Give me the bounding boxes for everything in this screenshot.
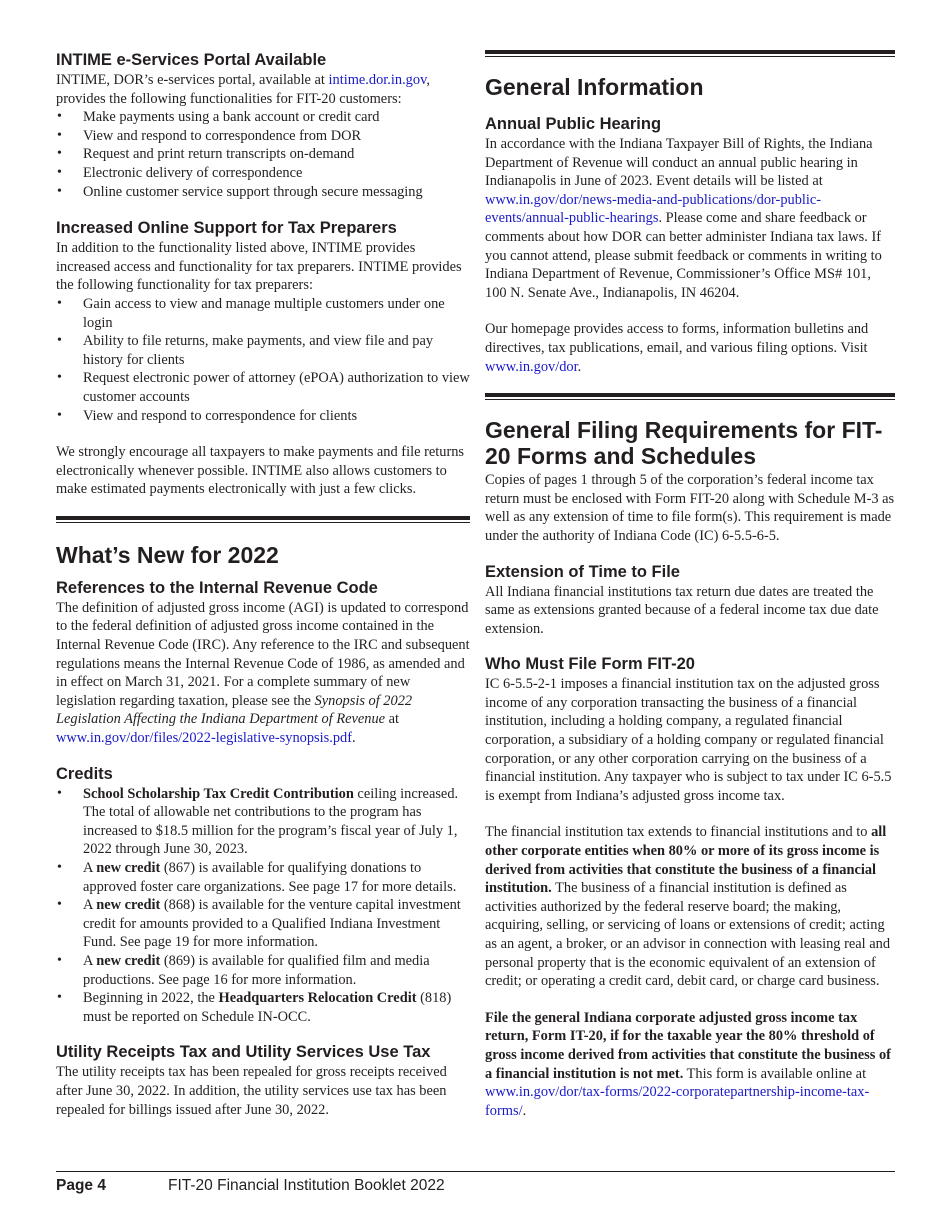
intime-section (56, 50, 470, 201)
list-item: • Request and print return transcripts on-demand (57, 146, 355, 163)
whats-new-section (56, 542, 470, 1119)
bullet-icon: • (57, 109, 62, 125)
bullet-icon: • (57, 333, 62, 349)
dor-homepage-link[interactable]: www.in.gov/dor (485, 358, 578, 375)
preparers-heading: Increased Online Support for Tax Preparers (56, 219, 397, 238)
bullet-icon: • (57, 295, 62, 311)
preparers-bullet-list (56, 295, 470, 425)
booklet-title: FIT-20 Financial Institution Booklet 2022 (168, 1177, 445, 1194)
legislative-synopsis-link[interactable]: www.in.gov/dor/files/2022-legislative-synopsis.pdf (56, 730, 353, 747)
bullet-icon: • (57, 407, 62, 423)
tax-extends-paragraph: The financial institution tax extends to financial institutions and to all other corporate entities when 80% or more of its gross income is derived from activities that constitute the business of a financial institution. The business of a financial institution is defined as activities authorized by the federal reserve board; the making, acquiring, selling, or servicing of loans or extensions of credit; acting as an agent, a broker, or an advisor in connection with leasing real and personal property that is the economic equivalent of an extension of credit; or operating a credit card, debit card, or charge card business. (485, 824, 891, 990)
irc-paragraph: The definition of adjusted gross income (AGI) is updated to correspond to the federal definition of adjusted gross income contained in the Internal Revenue Code (IRC). Any reference to the IRC and subsequent regulations means the Internal Revenue Code of 1986, as amended and in effect on March 31, 2021. For a complete summary of new legislation regarding taxation, please see the Synopsis of 2022 Legislation Affecting the Indiana Department of Revenue at www.in.gov/dor/files/2022-legislative-synopsis.pdf. (56, 599, 470, 747)
bullet-icon: • (57, 127, 62, 143)
bullet-icon: • (57, 990, 62, 1006)
list-item: • View and respond to correspondence for clients (57, 407, 358, 424)
public-hearings-link[interactable]: www.in.gov/dor/news-media-and-publications/dor-public-events/annual-public-hearings (485, 191, 822, 227)
intime-link[interactable]: intime.dor.in.gov (328, 72, 427, 88)
whats-new-heading: What’s New for 2022 (56, 541, 279, 568)
hearing-paragraph: In accordance with the Indiana Taxpayer Bill of Rights, the Indiana Department of Revenue will conduct an annual public hearing in Indianapolis in June of 2023. Event details will be listed at www.in.gov/dor/news-media-and-publications/dor-public-events/annual-public-hearings. Please come and share feedback or comments about how DOR can better administer Indiana tax laws. If you cannot attend, please submit feedback or comments in writing to Indiana Department of Revenue, Commissioner’s Office MS# 101, 100 N. Senate Ave., Indianapolis, IN 46204. (485, 136, 882, 301)
list-item: • Ability to file returns, make payments, and view file and pay history for clients (57, 333, 434, 368)
bullet-icon: • (57, 952, 62, 968)
hearing-heading: Annual Public Hearing (485, 115, 662, 133)
intime-intro: INTIME, DOR’s e-services portal, available at intime.dor.in.gov, provides the following functionalities for FIT-20 customers: (56, 72, 430, 107)
bullet-icon: • (57, 146, 62, 162)
bullet-icon: • (57, 897, 62, 913)
irc-heading: References to the Internal Revenue Code (56, 578, 378, 597)
credits-bullet-list (56, 785, 470, 1027)
preparers-intro: In addition to the functionality listed above, INTIME provides increased access and functionality for tax preparers. INTIME provides the following functionality for tax preparers: (56, 240, 462, 294)
bullet-icon: • (57, 183, 62, 199)
right-column (485, 50, 895, 1120)
utility-heading: Utility Receipts Tax and Utility Services Use Tax (56, 1043, 431, 1062)
credits-heading: Credits (56, 764, 113, 783)
list-item: • Beginning in 2022, the Headquarters Relocation Credit (818) must be reported on Schedule IN-OCC. (57, 990, 452, 1025)
intime-bullet-list (56, 108, 470, 201)
bullet-icon: • (57, 785, 62, 801)
section-divider (56, 516, 470, 523)
list-item: • A new credit (869) is available for qualified film and media productions. See page 16 for more information. (57, 952, 430, 988)
list-item: • Electronic delivery of correspondence (57, 164, 303, 181)
list-item: • A new credit (867) is available for qualifying donations to approved foster care organizations. See page 17 for more details. (57, 860, 457, 895)
general-info-section (485, 74, 895, 376)
who-must-file-heading: Who Must File Form FIT-20 (485, 655, 695, 674)
copies-paragraph: Copies of pages 1 through 5 of the corporation’s federal income tax return must be enclosed with Form FIT-20 along with Schedule M-3 as well as any extension of time to file form(s). This requirement is made under the authority of Indiana Code (IC) 6-5.5-6-5. (485, 472, 895, 544)
general-info-heading: General Information (485, 74, 704, 100)
filing-requirements-heading: General Filing Requirements for FIT-20 Forms and Schedules (485, 417, 883, 470)
left-column (56, 50, 470, 1119)
encourage-paragraph: We strongly encourage all taxpayers to make payments and file returns electronically whenever possible. INTIME also allows customers to make estimated payments electronically with just a few clicks. (56, 444, 465, 498)
list-item: • Request electronic power of attorney (ePOA) authorization to view customer accounts (57, 370, 470, 405)
utility-paragraph: The utility receipts tax has been repealed for gross receipts received after June 30, 2022. In addition, the utility services use tax has been repealed for billings issued after June 30, 2022. (56, 1064, 447, 1118)
homepage-paragraph: Our homepage provides access to forms, information bulletins and directives, tax publications, email, and various filing options. Visit www.in.gov/dor. (485, 321, 869, 375)
page-footer (56, 1176, 445, 1196)
bullet-icon: • (57, 860, 62, 875)
who-must-file-paragraph: IC 6-5.5-2-1 imposes a financial institution tax on the adjusted gross income of any corporation transacting the business of a financial institution, including a holding company, a regulated financial corporation, a subsidiary of a holding company or regulated financial corporation, or any other corporation carrying on the business of a financial institution. Any taxpayer who is subject to tax under IC 6-5.5 is exempt from Indiana’s adjusted gross income tax. (485, 676, 892, 804)
file-it20-paragraph: File the general Indiana corporate adjusted gross income tax return, Form IT-20, if for the taxable year the 80% threshold of gross income derived from activities that constitute the business of a financial institution is not met. This form is available online at www.in.gov/dor/tax-forms/2022-corporatepartnership-income-tax-forms/. (485, 1009, 891, 1119)
page-number: Page 4 (56, 1177, 106, 1194)
list-item: • View and respond to correspondence from DOR (57, 127, 362, 144)
extension-heading: Extension of Time to File (485, 562, 680, 581)
list-item: • A new credit (868) is available for the venture capital investment credit for amounts provided to a Qualified Indiana Investment Fund. See page 19 for more information. (57, 897, 461, 951)
extension-paragraph: All Indiana financial institutions tax return due dates are treated the same as extensions granted because of a federal income tax due date extension. (485, 583, 879, 637)
footer-rule (56, 1171, 895, 1172)
list-item: • Online customer service support through secure messaging (57, 183, 423, 200)
list-item: • Gain access to view and manage multiple customers under one login (57, 295, 445, 331)
list-item: • School Scholarship Tax Credit Contribution ceiling increased. The total of allowable net contributions to the program has increased to $18.5 million for the program’s fiscal year of July 1, 2022 through June 30, 2023. (57, 785, 459, 858)
section-divider (485, 50, 895, 57)
section-divider (485, 393, 895, 400)
corporate-tax-forms-link[interactable]: www.in.gov/dor/tax-forms/2022-corporatepartnership-income-tax-forms/ (485, 1084, 870, 1119)
bullet-icon: • (57, 164, 62, 180)
bullet-icon: • (57, 370, 62, 386)
list-item: • Make payments using a bank account or credit card (57, 109, 380, 126)
intime-heading: INTIME e-Services Portal Available (56, 51, 327, 69)
filing-requirements-section (485, 417, 895, 1120)
preparers-section (56, 218, 470, 499)
